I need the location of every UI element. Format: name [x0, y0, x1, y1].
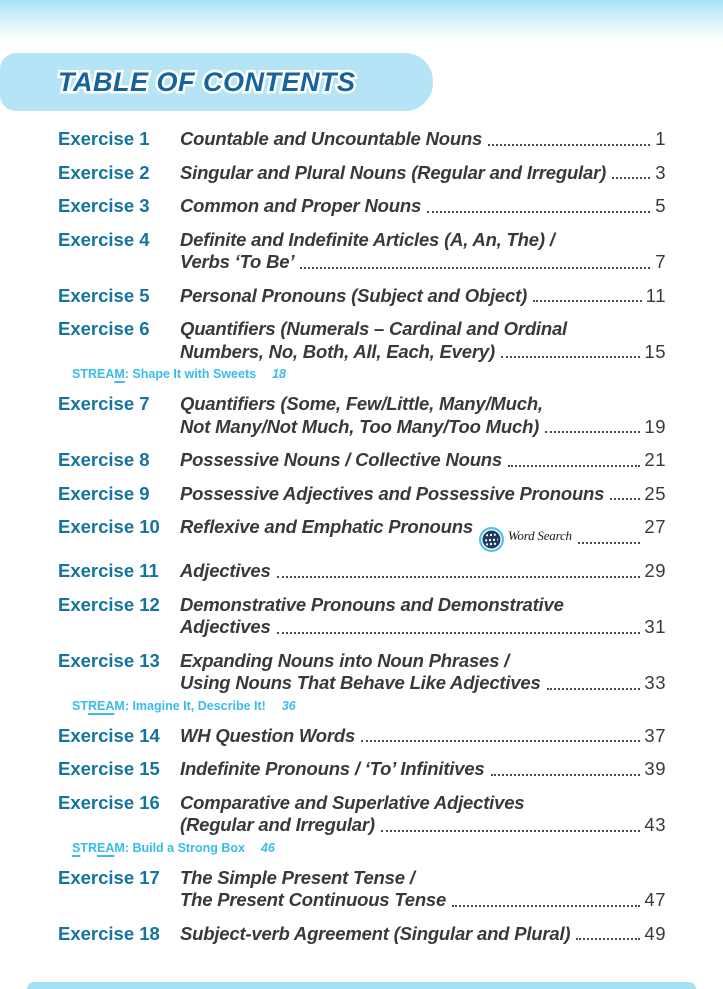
toc-entry-row: [58, 128, 666, 151]
toc-entry-row: [58, 560, 666, 583]
entry-title-text: Possessive Adjectives and Possessive Pronouns: [180, 482, 605, 504]
entry-title-text: Expanding Nouns into Noun Phrases /: [180, 649, 510, 671]
stream-word-segment: M: [114, 698, 125, 713]
entry-page-number: 7: [655, 251, 666, 272]
entry-title-text: Definite and Indefinite Articles (A, An, The) /: [180, 228, 555, 250]
stream-page-number: 46: [260, 840, 275, 855]
entry-title-text: Adjectives: [180, 616, 271, 637]
word-search-badge-label: Word Search: [507, 528, 572, 544]
dot-leader: [533, 300, 642, 302]
entry-title-block: [180, 758, 666, 781]
entry-title-line: [180, 560, 666, 583]
entry-title-line: [180, 923, 666, 946]
toc-entry-row: [58, 318, 666, 363]
entry-title-text: (Regular and Irregular): [180, 814, 375, 835]
entry-title-text: Adjectives: [180, 560, 271, 581]
toc-entry-row: [58, 449, 666, 472]
entry-page-number: 11: [645, 284, 666, 306]
entry-title-block: [180, 650, 666, 695]
toc-entry: [58, 393, 666, 438]
entry-title-text: Not Many/Not Much, Too Many/Too Much): [180, 415, 540, 437]
entry-title-line: [180, 725, 666, 748]
toc-entry: [58, 792, 666, 856]
stream-activity-title: : Build a Strong Box: [124, 840, 245, 855]
exercise-label: Exercise 14: [58, 724, 160, 746]
exercise-label: Exercise 5: [58, 284, 150, 306]
dot-leader: [277, 632, 641, 634]
toc-entry-row: [58, 229, 666, 274]
entry-title-line: [180, 814, 666, 837]
toc-entry: [58, 128, 666, 151]
toc-entry: [58, 725, 666, 748]
dot-leader: [381, 830, 641, 832]
dot-leader: [576, 938, 640, 940]
entry-title-text: Quantifiers (Some, Few/Little, Many/Much,: [180, 393, 543, 414]
entry-title-line: [180, 889, 666, 912]
toc-entry: [58, 195, 666, 218]
entry-page-number: 25: [644, 482, 666, 504]
dot-leader: [491, 774, 641, 776]
word-search-badge-icon: [479, 527, 504, 552]
page-bottom-border: [27, 982, 696, 989]
stream-activity-title: : Shape It with Sweets: [124, 367, 257, 381]
entry-page-number: 15: [644, 340, 666, 362]
entry-title-text: The Simple Present Tense /: [180, 866, 415, 888]
entry-title-block: [180, 318, 666, 363]
entry-page-number: 3: [655, 161, 666, 183]
entry-page-number: 21: [644, 449, 666, 470]
toc-entry-row: [58, 923, 666, 946]
toc-entry-row: [58, 195, 666, 218]
entry-title-line: [180, 516, 666, 549]
word-search-badge: [479, 527, 572, 552]
entry-title-text: Reflexive and Emphatic Pronouns: [180, 516, 473, 537]
toc-entry: [58, 758, 666, 781]
entry-page-number: 5: [655, 195, 666, 216]
stream-activity-line: [72, 840, 666, 856]
toc-entry: [58, 285, 666, 308]
entry-title-block: [180, 393, 666, 438]
entry-page-number: 49: [644, 922, 666, 944]
entry-title-text: Using Nouns That Behave Like Adjectives: [180, 672, 541, 693]
exercise-label: Exercise 16: [58, 791, 160, 813]
exercise-label: Exercise 6: [58, 318, 150, 339]
entry-title-text: Quantifiers (Numerals – Cardinal and Ordinal: [180, 318, 567, 339]
exercise-label: Exercise 18: [58, 922, 160, 944]
entry-title-line: [180, 128, 666, 151]
entry-title-block: [180, 195, 666, 218]
dot-leader: [427, 211, 650, 213]
dot-leader: [508, 465, 640, 467]
entry-page-number: 31: [644, 616, 666, 637]
exercise-label: Exercise 10: [58, 516, 160, 537]
stream-word-segment: M: [114, 367, 125, 381]
entry-page-number: 27: [644, 516, 666, 537]
entry-title-line: [180, 650, 666, 673]
entry-title-line: [180, 672, 666, 695]
exercise-label: Exercise 7: [58, 393, 150, 414]
toc-entry-row: [58, 725, 666, 748]
toc-entry-row: [58, 867, 666, 912]
toc-entry-row: [58, 285, 666, 308]
entry-title-text: Personal Pronouns (Subject and Object): [180, 284, 528, 306]
badge-scribble-line: [486, 534, 497, 537]
entry-page-number: 47: [644, 889, 666, 910]
exercise-label: Exercise 3: [58, 195, 150, 216]
entry-title-text: Comparative and Superlative Adjectives: [180, 791, 525, 813]
dot-leader: [578, 542, 641, 544]
entry-title-line: [180, 318, 666, 341]
toc-list: [58, 128, 666, 956]
entry-page-number: 1: [655, 128, 666, 149]
entry-title-block: [180, 923, 666, 946]
entry-title-text: Numbers, No, Both, All, Each, Every): [180, 340, 495, 362]
dot-leader: [452, 905, 640, 907]
exercise-label: Exercise 13: [58, 649, 160, 671]
toc-entry-row: [58, 650, 666, 695]
exercise-label: Exercise 17: [58, 866, 160, 888]
dot-leader: [501, 356, 641, 358]
entry-title-line: [180, 393, 666, 416]
entry-title-line: [180, 449, 666, 472]
stream-word-segment: TR: [80, 840, 98, 855]
dot-leader: [545, 431, 640, 433]
stream-activity-line: [72, 698, 666, 714]
entry-page-number: 43: [644, 814, 666, 835]
entry-page-number: 39: [644, 758, 666, 779]
toc-entry: [58, 594, 666, 639]
entry-title-block: [180, 516, 666, 549]
toc-entry-row: [58, 792, 666, 837]
toc-entry: [58, 449, 666, 472]
toc-entry: [58, 650, 666, 714]
entry-title-block: [180, 594, 666, 639]
exercise-label: Exercise 1: [58, 128, 150, 149]
entry-title-block: [180, 867, 666, 912]
toc-entry: [58, 923, 666, 946]
stream-word-segment: ST: [72, 698, 88, 713]
page-title-banner: [0, 53, 433, 111]
toc-entry-row: [58, 516, 666, 549]
stream-word-segment: STREA: [72, 367, 115, 381]
entry-title-line: [180, 229, 666, 252]
entry-title-block: [180, 792, 666, 837]
dot-leader: [277, 576, 641, 578]
entry-title-text: Common and Proper Nouns: [180, 195, 422, 216]
entry-title-text: Countable and Uncountable Nouns: [180, 128, 483, 149]
entry-title-block: [180, 725, 666, 748]
entry-title-line: [180, 616, 666, 639]
entry-title-block: [180, 560, 666, 583]
toc-entry: [58, 516, 666, 549]
exercise-label: Exercise 8: [58, 449, 150, 470]
exercise-label: Exercise 9: [58, 482, 150, 504]
entry-title-line: [180, 758, 666, 781]
entry-title-line: [180, 162, 666, 185]
dot-leader: [300, 267, 650, 269]
exercise-label: Exercise 4: [58, 228, 150, 250]
entry-title-text: Singular and Plural Nouns (Regular and Irregular): [180, 161, 607, 183]
dot-leader: [610, 498, 640, 500]
toc-entry-row: [58, 162, 666, 185]
toc-entry: [58, 867, 666, 912]
toc-entry-row: [58, 393, 666, 438]
badge-scribble-line: [486, 543, 498, 546]
entry-title-line: [180, 341, 666, 364]
entry-title-line: [180, 483, 666, 506]
dot-leader: [612, 177, 650, 179]
page-title: TABLE OF CONTENTS: [58, 66, 356, 97]
entry-title-block: [180, 128, 666, 151]
entry-page-number: 33: [644, 672, 666, 693]
stream-word-segment: S: [72, 840, 81, 855]
entry-title-text: WH Question Words: [180, 724, 356, 746]
page-top-border: [0, 0, 723, 40]
entry-title-text: The Present Continuous Tense: [180, 889, 447, 910]
entry-title-text: Possessive Nouns / Collective Nouns: [180, 449, 502, 470]
dot-leader: [488, 144, 650, 146]
stream-word-segment: E: [97, 840, 106, 855]
entry-title-line: [180, 416, 666, 439]
entry-title-line: [180, 251, 666, 274]
stream-page-number: 18: [272, 367, 286, 381]
toc-entry-row: [58, 483, 666, 506]
stream-page-number: 36: [281, 698, 296, 713]
entry-title-text: Subject-verb Agreement (Singular and Plural): [180, 922, 571, 944]
entry-title-line: [180, 792, 666, 815]
stream-word-segment: A: [105, 840, 115, 855]
entry-title-text: Demonstrative Pronouns and Demonstrative: [180, 593, 564, 615]
stream-activity-line: [72, 366, 666, 382]
toc-entry: [58, 162, 666, 185]
entry-title-block: [180, 483, 666, 506]
stream-activity-title: : Imagine It, Describe It!: [124, 698, 266, 713]
dot-leader: [361, 740, 640, 742]
entry-page-number: 19: [644, 415, 666, 437]
toc-entry: [58, 318, 666, 382]
entry-page-number: 29: [644, 560, 666, 581]
entry-title-line: [180, 594, 666, 617]
stream-word-segment: REA: [87, 698, 115, 713]
exercise-label: Exercise 2: [58, 161, 150, 183]
badge-scribble-line: [485, 538, 498, 541]
entry-title-block: [180, 285, 666, 308]
exercise-label: Exercise 15: [58, 758, 160, 779]
entry-title-line: [180, 867, 666, 890]
toc-entry: [58, 483, 666, 506]
entry-title-block: [180, 229, 666, 274]
entry-title-block: [180, 449, 666, 472]
stream-word-segment: M: [114, 840, 125, 855]
entry-title-block: [180, 162, 666, 185]
entry-page-number: 37: [644, 724, 666, 746]
toc-entry-row: [58, 758, 666, 781]
entry-title-line: [180, 195, 666, 218]
entry-title-text: Indefinite Pronouns / ‘To’ Infinitives: [180, 758, 485, 779]
entry-title-line: [180, 285, 666, 308]
exercise-label: Exercise 12: [58, 593, 160, 615]
entry-title-text: Verbs ‘To Be’: [180, 251, 295, 272]
dot-leader: [547, 688, 641, 690]
toc-entry-row: [58, 594, 666, 639]
exercise-label: Exercise 11: [58, 560, 159, 581]
toc-entry: [58, 560, 666, 583]
toc-entry: [58, 229, 666, 274]
